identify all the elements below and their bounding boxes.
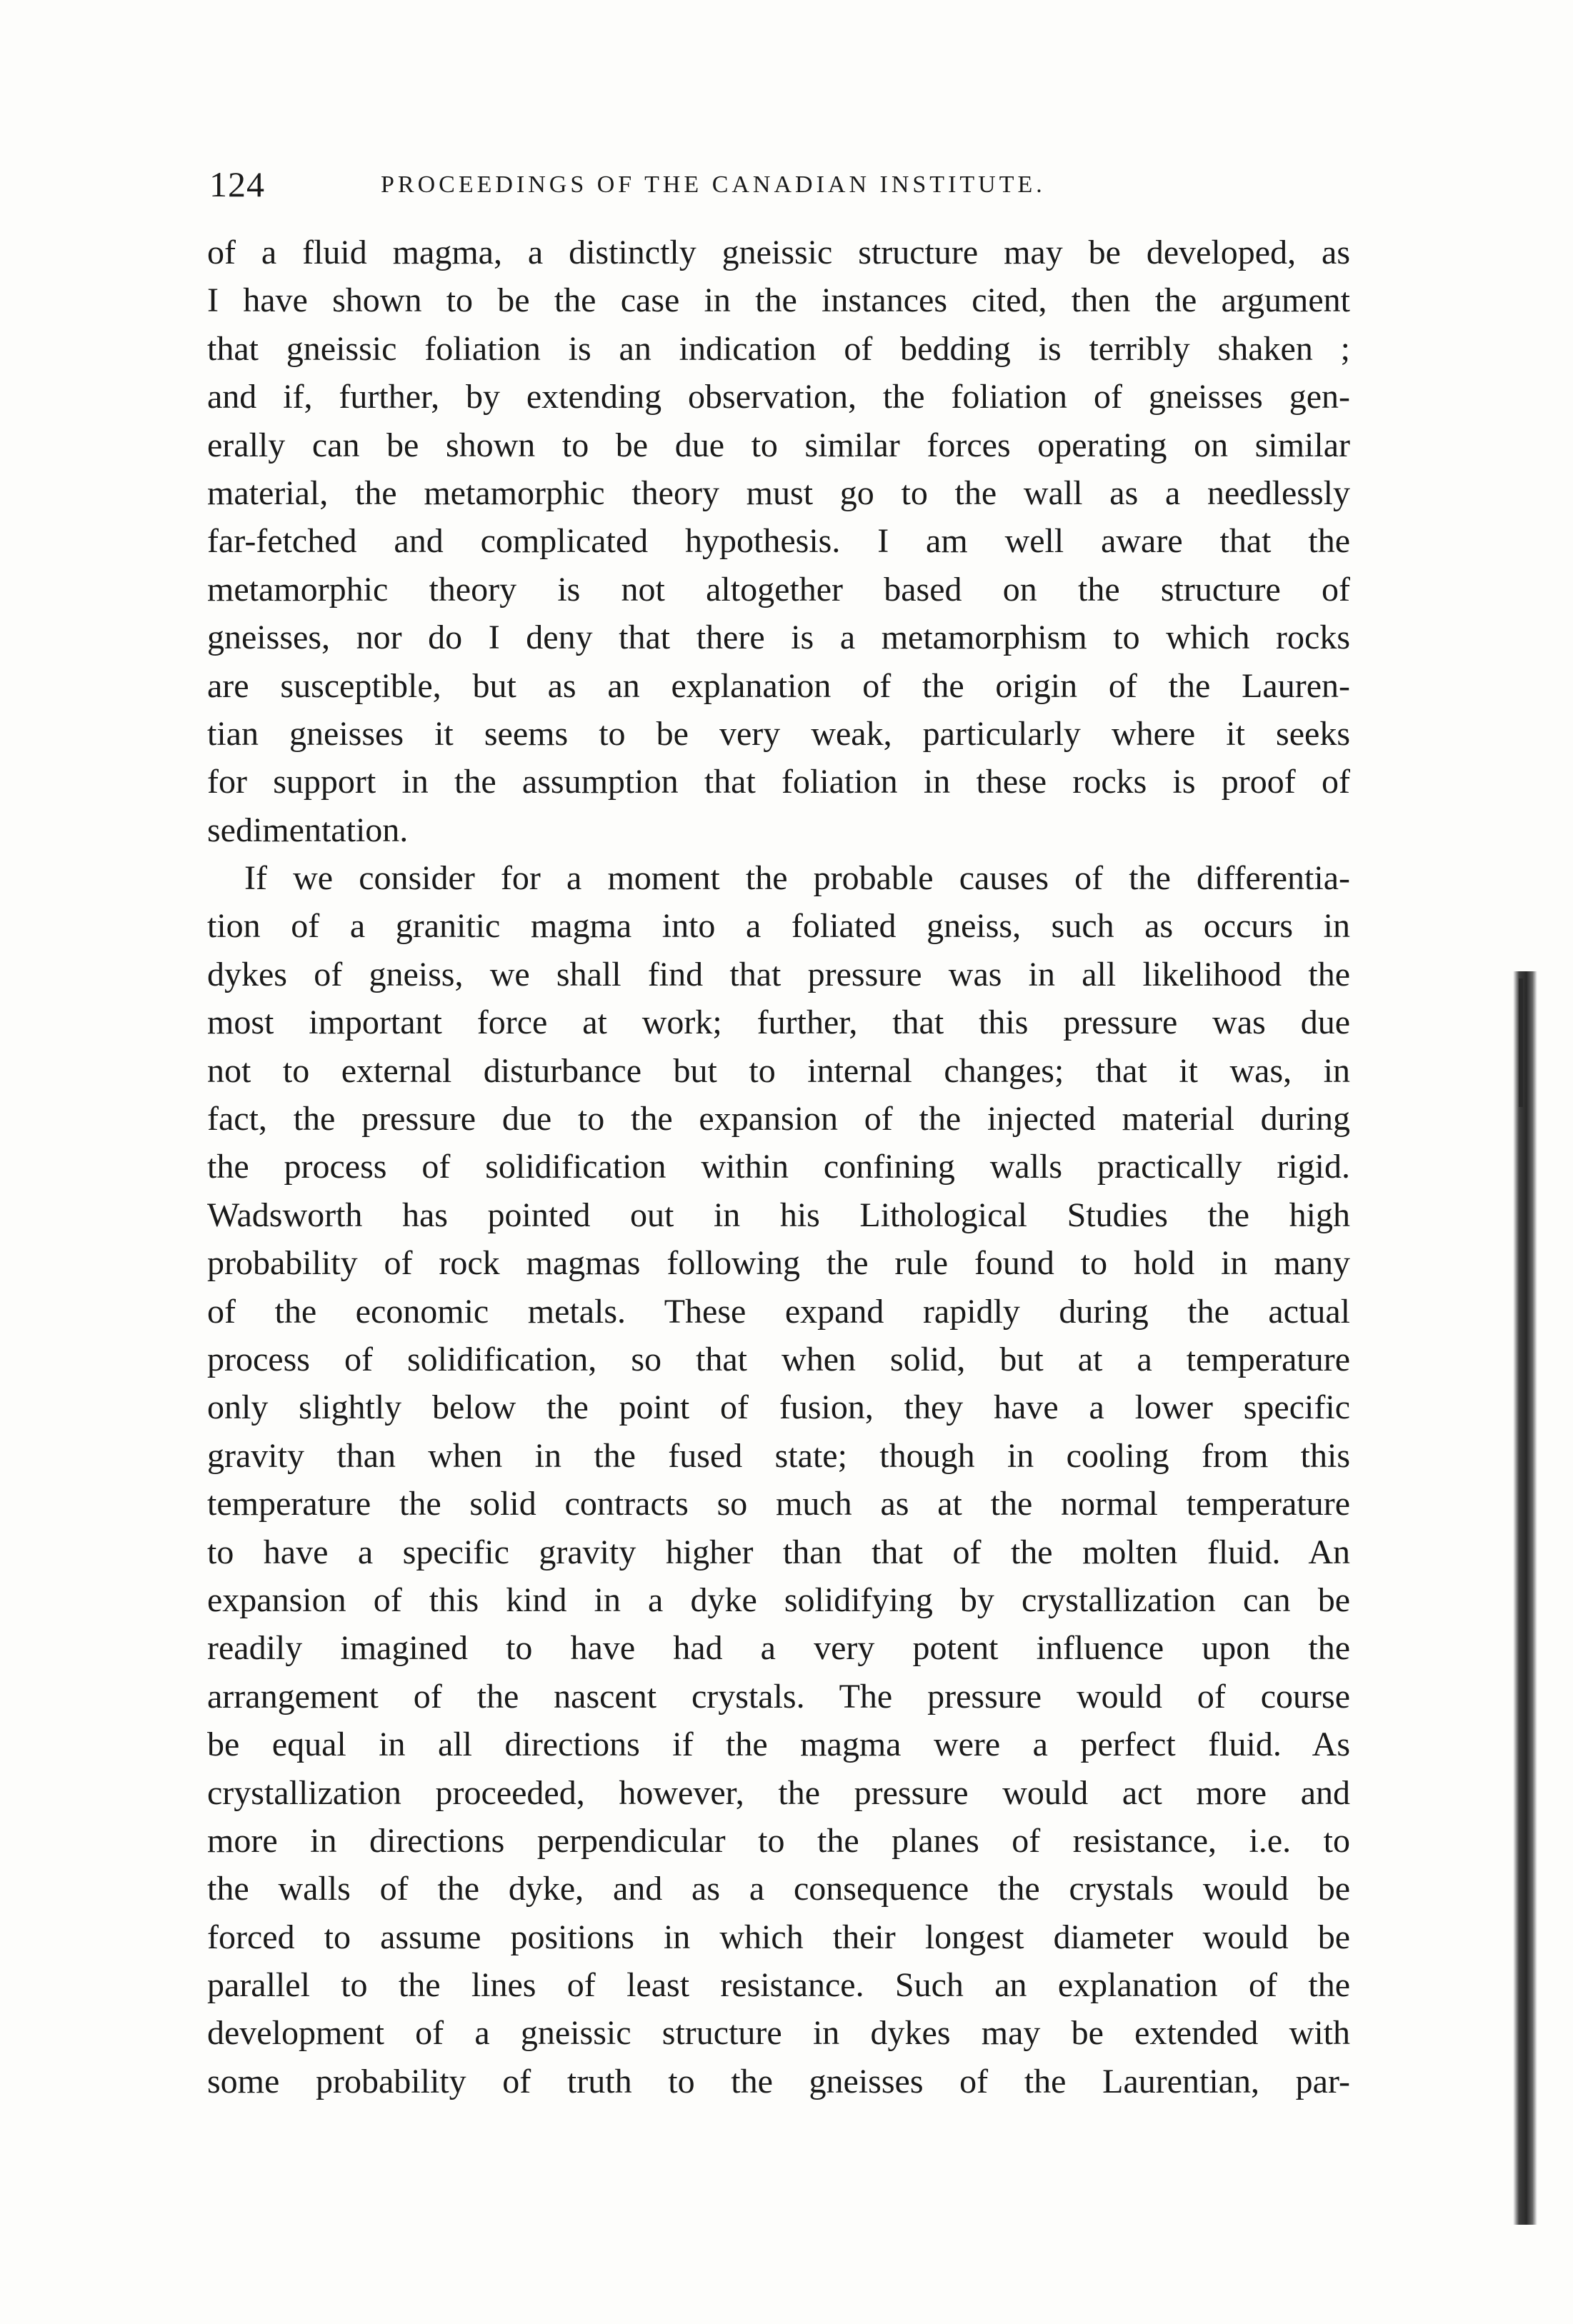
text-line: dykes of gneiss, we shall find that pressure was in all likelihood the — [207, 955, 1350, 993]
text-line: probability of rock magmas following the rule found to hold in many — [207, 1244, 1350, 1283]
text-line: for support in the assumption that foliation in these rocks is proof of — [207, 763, 1350, 801]
running-title: PROCEEDINGS OF THE CANADIAN INSTITUTE. — [381, 171, 1046, 198]
scan-margin-mark — [1519, 978, 1523, 1107]
page-number: 124 — [209, 164, 265, 204]
text-line: some probability of truth to the gneisses of the Laurentian, par- — [207, 2062, 1350, 2100]
text-line: that gneissic foliation is an indication of bedding is terribly shaken ; — [207, 329, 1350, 368]
text-line: and if, further, by extending observation, the foliation of gneisses gen- — [207, 378, 1350, 416]
text-line: metamorphic theory is not altogether based on the structure of — [207, 570, 1350, 608]
text-line: gneisses, nor do I deny that there is a metamorphism to which rocks — [207, 618, 1350, 657]
text-line: expansion of this kind in a dyke solidifying by crystallization can be — [207, 1581, 1350, 1619]
text-line: fact, the pressure due to the expansion of the injected material during — [207, 1100, 1350, 1138]
text-line: only slightly below the point of fusion, they have a lower specific — [207, 1388, 1350, 1427]
text-line: development of a gneissic structure in dykes may be extended with — [207, 2014, 1350, 2053]
text-line: tion of a granitic magma into a foliated gneiss, such as occurs in — [207, 907, 1350, 946]
text-line: process of solidification, so that when solid, but at a temperature — [207, 1340, 1350, 1378]
running-head — [209, 163, 1395, 206]
text-line: far-fetched and complicated hypothesis. I am well aware that the — [207, 522, 1350, 561]
text-line: to have a specific gravity higher than that of the molten fluid. An — [207, 1533, 1350, 1571]
text-line: are susceptible, but as an explanation of the origin of the Lauren- — [207, 666, 1350, 705]
text-line: of the economic metals. These expand rapidly during the actual — [207, 1292, 1350, 1331]
text-line: be equal in all directions if the magma were a perfect fluid. As — [207, 1726, 1350, 1764]
text-line: of a fluid magma, a distinctly gneissic structure may be developed, as — [207, 234, 1350, 271]
text-line: more in directions perpendicular to the planes of resistance, i.e. to — [207, 1821, 1350, 1860]
text-line: gravity than when in the fused state; though in cooling from this — [207, 1436, 1350, 1475]
text-line: readily imagined to have had a very potent influence upon the — [207, 1629, 1350, 1668]
text-line: not to external disturbance but to internal changes; that it was, in — [207, 1051, 1350, 1090]
text-line: forced to assume positions in which their longest diameter would be — [207, 1918, 1350, 1956]
text-line: material, the metamorphic theory must go to the wall as a needlessly — [207, 474, 1350, 512]
text-line: the process of solidification within confining walls practically rigid. — [207, 1148, 1350, 1186]
text-line: I have shown to be the case in the instances cited, then the argument — [207, 281, 1350, 320]
text-line: tian gneisses it seems to be very weak, particularly where it seeks — [207, 714, 1350, 753]
text-line: Wadsworth has pointed out in his Lithological Studies the high — [207, 1196, 1350, 1234]
text-line: parallel to the lines of least resistance. Such an explanation of the — [207, 1966, 1350, 2005]
text-line: crystallization proceeded, however, the pressure would act more and — [207, 1773, 1350, 1812]
text-line: most important force at work; further, that this pressure was due — [207, 1003, 1350, 1042]
paragraph-start-line: If we consider for a moment the probable causes of the differentia- — [244, 859, 1350, 898]
text-line: temperature the solid contracts so much as at the normal temperature — [207, 1485, 1350, 1523]
text-line: arrangement of the nascent crystals. The pressure would of course — [207, 1677, 1350, 1716]
body-text — [207, 229, 1350, 2105]
text-line: the walls of the dyke, and as a consequence the crystals would be — [207, 1870, 1350, 1908]
paragraph-end-line: sedimentation. — [207, 811, 409, 849]
scan-binding-edge — [1513, 971, 1537, 2225]
text-line: erally can be shown to be due to similar forces operating on similar — [207, 426, 1350, 464]
